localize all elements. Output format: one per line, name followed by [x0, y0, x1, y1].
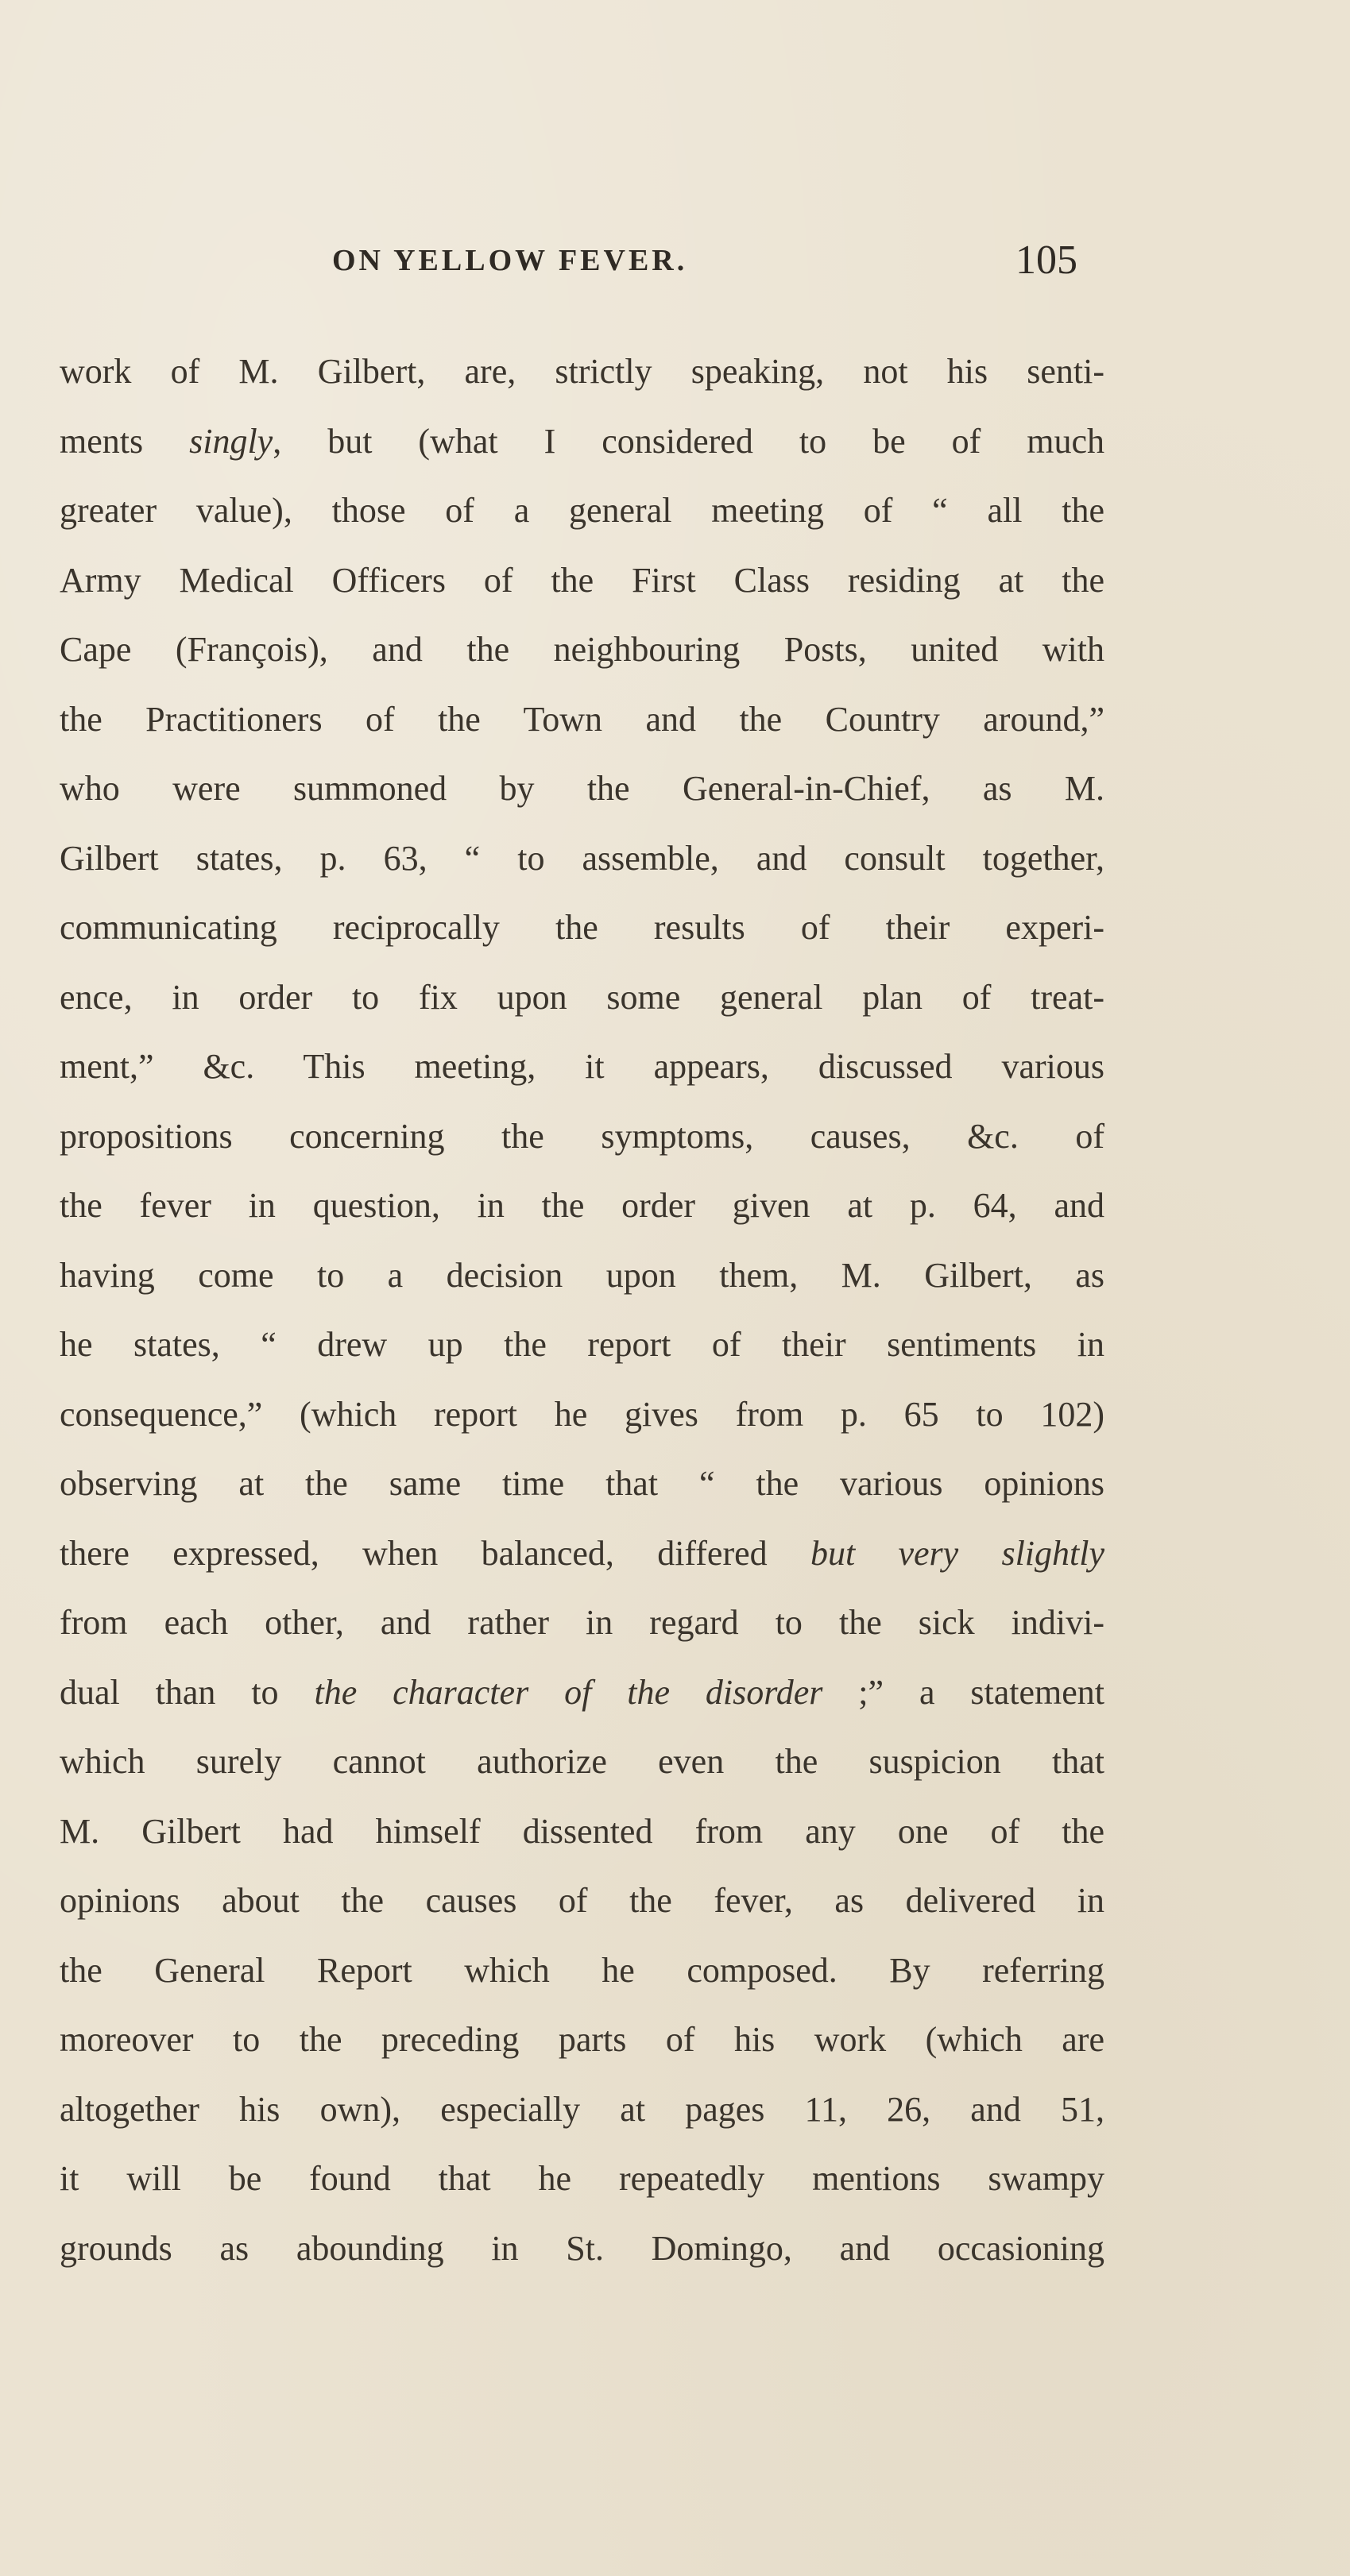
text-run: observing at the same time that “ the various opinions: [60, 1464, 1104, 1503]
text-line: [60, 824, 1104, 894]
text-line: [60, 1936, 1104, 2006]
text-line: [60, 1380, 1104, 1450]
text-run: having come to a decision upon them, M. Gilbert, as: [60, 1255, 1104, 1295]
text-line: [60, 1102, 1104, 1172]
text-run: which surely cannot authorize even the suspicion that: [60, 1742, 1104, 1781]
text-run: ments: [60, 421, 190, 461]
text-line: [60, 2005, 1104, 2075]
italic-text: but very slightly: [810, 1533, 1104, 1573]
text-line: [60, 1519, 1104, 1589]
italic-text: the character of the disorder: [314, 1672, 823, 1712]
text-line: [60, 1588, 1104, 1658]
text-line: [60, 2144, 1104, 2214]
text-run: moreover to the preceding parts of his work (which are: [60, 2020, 1104, 2059]
text-run: Cape (François), and the neighbouring Posts, united with: [60, 630, 1104, 669]
page-number: 105: [1015, 238, 1077, 283]
text-line: [60, 337, 1104, 407]
text-run: there expressed, when balanced, differed: [60, 1533, 810, 1573]
text-line: [60, 1171, 1104, 1241]
text-run: it will be found that he repeatedly mentions swampy: [60, 2159, 1104, 2198]
text-line: [60, 685, 1104, 755]
text-line: [60, 2214, 1104, 2284]
text-run: ence, in order to fix upon some general plan of treat-: [60, 977, 1104, 1017]
page-header: [0, 232, 1350, 295]
text-line: [60, 893, 1104, 963]
text-run: he states, “ drew up the report of their sentiments in: [60, 1325, 1104, 1364]
text-run: dual than to: [60, 1672, 315, 1712]
text-run: who were summoned by the General-in-Chief, as M.: [60, 769, 1104, 808]
text-line: [60, 2075, 1104, 2145]
text-run: Gilbert states, p. 63, “ to assemble, and consult together,: [60, 838, 1104, 878]
text-run: ment,” &c. This meeting, it appears, discussed various: [60, 1047, 1104, 1086]
text-run: , but (what I considered to be of much: [273, 421, 1104, 461]
text-run: the General Report which he composed. By referring: [60, 1950, 1104, 1990]
text-line: [60, 407, 1104, 477]
text-run: consequence,” (which report he gives from p. 65 to 102): [60, 1394, 1104, 1434]
text-run: from each other, and rather in regard to the sick indivi-: [60, 1603, 1104, 1642]
text-run: M. Gilbert had himself dissented from any one of the: [60, 1811, 1104, 1851]
text-run: greater value), those of a general meeting of “ all the: [60, 491, 1104, 530]
text-line: [60, 1032, 1104, 1102]
text-run: grounds as abounding in St. Domingo, and occasioning: [60, 2228, 1104, 2268]
text-run: the fever in question, in the order given at p. 64, and: [60, 1186, 1104, 1225]
text-line: [60, 754, 1104, 824]
text-line: [60, 1797, 1104, 1867]
running-title: ON YELLOW FEVER.: [332, 244, 688, 277]
text-line: [60, 1866, 1104, 1936]
body-text: [60, 337, 1104, 2283]
text-run: altogether his own), especially at pages 11, 26, and 51,: [60, 2089, 1104, 2129]
text-line: [60, 615, 1104, 685]
text-run: opinions about the causes of the fever, as delivered in: [60, 1881, 1104, 1920]
text-run: propositions concerning the symptoms, causes, &c. of: [60, 1116, 1104, 1156]
text-line: [60, 1727, 1104, 1797]
text-line: [60, 1658, 1104, 1728]
italic-text: singly: [189, 421, 273, 461]
text-line: [60, 1241, 1104, 1311]
text-line: [60, 476, 1104, 546]
text-run: work of M. Gilbert, are, strictly speaking, not his senti-: [60, 352, 1104, 391]
text-line: [60, 546, 1104, 616]
text-line: [60, 1310, 1104, 1380]
text-run: ;” a statement: [822, 1672, 1104, 1712]
text-line: [60, 1449, 1104, 1519]
text-run: Army Medical Officers of the First Class residing at the: [60, 560, 1104, 600]
text-run: the Practitioners of the Town and the Country around,”: [60, 699, 1104, 739]
text-line: [60, 963, 1104, 1033]
text-run: communicating reciprocally the results of their experi-: [60, 908, 1104, 947]
